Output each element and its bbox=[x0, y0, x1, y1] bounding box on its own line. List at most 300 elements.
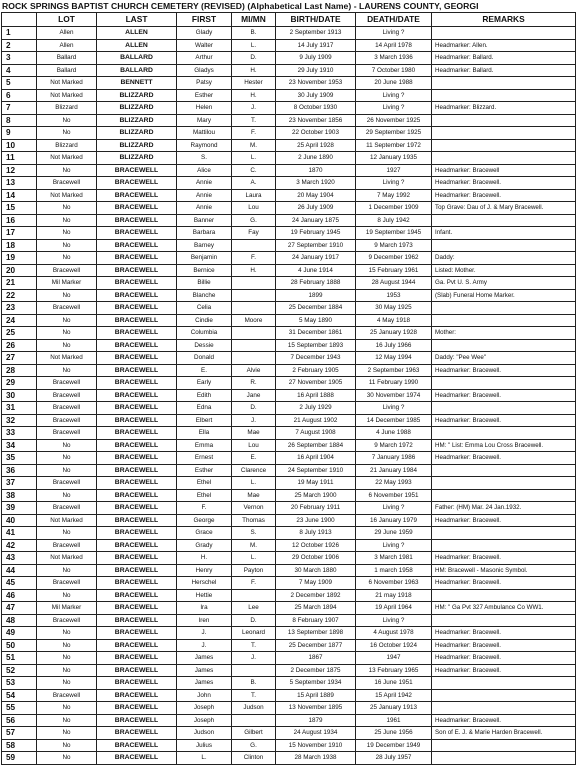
lot-cell: No bbox=[37, 327, 97, 340]
middle-name-cell: J. bbox=[232, 102, 276, 115]
first-name-cell: Ethel bbox=[177, 477, 232, 490]
row-number: 32 bbox=[2, 414, 37, 427]
last-name-cell: BLIZZARD bbox=[97, 102, 177, 115]
table-row bbox=[2, 452, 576, 465]
middle-name-cell: Payton bbox=[232, 564, 276, 577]
document-title: ROCK SPRINGS BAPTIST CHURCH CEMETERY (REVISED) (Alphabetical Last Name) - LAURENS COUNTY, GEORGI bbox=[2, 1, 479, 11]
middle-name-cell bbox=[232, 714, 276, 727]
first-name-cell: Blanche bbox=[177, 289, 232, 302]
death-date-cell: 25 January 1928 bbox=[356, 327, 432, 340]
middle-name-cell bbox=[232, 289, 276, 302]
middle-name-cell: B. bbox=[232, 27, 276, 40]
first-name-cell: Ella bbox=[177, 427, 232, 440]
first-name-cell: Grady bbox=[177, 539, 232, 552]
table-row bbox=[2, 389, 576, 402]
last-name-cell: BLIZZARD bbox=[97, 114, 177, 127]
row-number: 35 bbox=[2, 452, 37, 465]
table-row bbox=[2, 439, 576, 452]
table-row bbox=[2, 114, 576, 127]
remarks-cell bbox=[432, 614, 576, 627]
death-date-cell: Living ? bbox=[356, 89, 432, 102]
first-name-cell: Columbia bbox=[177, 327, 232, 340]
death-date-cell: 21 January 1984 bbox=[356, 464, 432, 477]
middle-name-cell: D. bbox=[232, 52, 276, 65]
remarks-cell bbox=[432, 489, 576, 502]
first-name-cell: L. bbox=[177, 752, 232, 765]
table-row bbox=[2, 264, 576, 277]
birth-date-cell: 29 July 1910 bbox=[276, 64, 356, 77]
birth-date-cell: 22 October 1903 bbox=[276, 127, 356, 140]
birth-date-cell: 2 June 1890 bbox=[276, 152, 356, 165]
death-date-cell: 16 January 1979 bbox=[356, 514, 432, 527]
death-date-cell: 4 August 1978 bbox=[356, 627, 432, 640]
table-row bbox=[2, 89, 576, 102]
remarks-cell bbox=[432, 527, 576, 540]
lot-cell: Mil Marker bbox=[37, 277, 97, 290]
death-date-cell: 28 August 1944 bbox=[356, 277, 432, 290]
remarks-cell: Top Grave: Dau of J. & Mary Bracewell. bbox=[432, 202, 576, 215]
row-number: 30 bbox=[2, 389, 37, 402]
first-name-cell: Arthur bbox=[177, 52, 232, 65]
last-name-cell: ALLEN bbox=[97, 27, 177, 40]
row-number: 47 bbox=[2, 602, 37, 615]
middle-name-cell: H. bbox=[232, 264, 276, 277]
death-date-cell: 6 November 1963 bbox=[356, 577, 432, 590]
remarks-cell bbox=[432, 302, 576, 315]
lot-cell: No bbox=[37, 164, 97, 177]
death-date-cell: 16 July 1966 bbox=[356, 339, 432, 352]
remarks-cell bbox=[432, 89, 576, 102]
first-name-cell: Walter bbox=[177, 39, 232, 52]
last-name-cell: BRACEWELL bbox=[97, 452, 177, 465]
death-date-cell: 30 May 1925 bbox=[356, 302, 432, 315]
birth-date-cell: 1870 bbox=[276, 164, 356, 177]
death-date-cell: 3 March 1981 bbox=[356, 552, 432, 565]
row-number: 7 bbox=[2, 102, 37, 115]
lot-cell: No bbox=[37, 652, 97, 665]
remarks-cell bbox=[432, 139, 576, 152]
first-name-cell: Dessie bbox=[177, 339, 232, 352]
death-date-cell: 19 September 1945 bbox=[356, 227, 432, 240]
remarks-cell bbox=[432, 214, 576, 227]
middle-name-cell: Lou bbox=[232, 439, 276, 452]
birth-date-cell: 23 November 1856 bbox=[276, 114, 356, 127]
lot-cell: Mil Marker bbox=[37, 602, 97, 615]
death-date-cell: 7 May 1992 bbox=[356, 189, 432, 202]
last-name-cell: BRACEWELL bbox=[97, 627, 177, 640]
birth-date-cell: 2 February 1905 bbox=[276, 364, 356, 377]
table-row bbox=[2, 427, 576, 440]
last-name-cell: BRACEWELL bbox=[97, 264, 177, 277]
first-name-cell: Julius bbox=[177, 739, 232, 752]
row-number: 13 bbox=[2, 177, 37, 190]
birth-date-cell: 1899 bbox=[276, 289, 356, 302]
birth-date-cell: 7 May 1909 bbox=[276, 577, 356, 590]
lot-cell: Blizzard bbox=[37, 102, 97, 115]
remarks-cell: Headmarker: Bracewell. bbox=[432, 364, 576, 377]
last-name-cell: BRACEWELL bbox=[97, 652, 177, 665]
lot-cell: No bbox=[37, 527, 97, 540]
middle-name-cell: Hester bbox=[232, 77, 276, 90]
death-date-cell: 9 March 1972 bbox=[356, 439, 432, 452]
birth-date-cell: 8 February 1907 bbox=[276, 614, 356, 627]
table-row bbox=[2, 664, 576, 677]
table-row bbox=[2, 414, 576, 427]
middle-name-cell: Thomas bbox=[232, 514, 276, 527]
death-date-cell: 11 February 1990 bbox=[356, 377, 432, 390]
first-name-cell: Henry bbox=[177, 564, 232, 577]
last-name-cell: BRACEWELL bbox=[97, 639, 177, 652]
birth-date-cell: 13 September 1898 bbox=[276, 627, 356, 640]
birth-date-cell: 2 July 1929 bbox=[276, 402, 356, 415]
remarks-cell: Ga. Pvt U. S. Army bbox=[432, 277, 576, 290]
death-date-cell: 11 September 1972 bbox=[356, 139, 432, 152]
first-name-cell: Glady bbox=[177, 27, 232, 40]
lot-cell: Bracewell bbox=[37, 402, 97, 415]
table-row bbox=[2, 302, 576, 315]
first-name-cell: Billie bbox=[177, 277, 232, 290]
last-name-cell: BALLARD bbox=[97, 64, 177, 77]
death-date-cell: Living ? bbox=[356, 402, 432, 415]
middle-name-cell: F. bbox=[232, 127, 276, 140]
middle-name-cell: G. bbox=[232, 739, 276, 752]
last-name-cell: BRACEWELL bbox=[97, 327, 177, 340]
middle-name-cell: Judson bbox=[232, 702, 276, 715]
first-name-cell: John bbox=[177, 689, 232, 702]
birth-date-cell: 1867 bbox=[276, 652, 356, 665]
last-name-cell: BRACEWELL bbox=[97, 614, 177, 627]
remarks-cell: Infant. bbox=[432, 227, 576, 240]
row-number: 3 bbox=[2, 52, 37, 65]
death-date-cell: Living ? bbox=[356, 102, 432, 115]
last-name-cell: BRACEWELL bbox=[97, 514, 177, 527]
table-row bbox=[2, 402, 576, 415]
row-number: 51 bbox=[2, 652, 37, 665]
birth-date-cell: 25 December 1884 bbox=[276, 302, 356, 315]
lot-cell: Bracewell bbox=[37, 427, 97, 440]
birth-date-cell: 31 December 1861 bbox=[276, 327, 356, 340]
header-index bbox=[2, 13, 37, 27]
death-date-cell: Living ? bbox=[356, 502, 432, 515]
middle-name-cell: Laura bbox=[232, 189, 276, 202]
remarks-cell: Headmarker: Bracewell. bbox=[432, 389, 576, 402]
first-name-cell: Celia bbox=[177, 302, 232, 315]
remarks-cell bbox=[432, 127, 576, 140]
last-name-cell: BRACEWELL bbox=[97, 477, 177, 490]
middle-name-cell bbox=[232, 352, 276, 365]
last-name-cell: BRACEWELL bbox=[97, 489, 177, 502]
table-row bbox=[2, 602, 576, 615]
birth-date-cell: 25 December 1877 bbox=[276, 639, 356, 652]
birth-date-cell: 8 July 1913 bbox=[276, 527, 356, 540]
lot-cell: Bracewell bbox=[37, 477, 97, 490]
middle-name-cell bbox=[232, 339, 276, 352]
last-name-cell: BLIZZARD bbox=[97, 127, 177, 140]
lot-cell: No bbox=[37, 702, 97, 715]
birth-date-cell: 19 May 1911 bbox=[276, 477, 356, 490]
middle-name-cell: Jane bbox=[232, 389, 276, 402]
remarks-cell: Headmarker: Bracewell. bbox=[432, 639, 576, 652]
row-number: 9 bbox=[2, 127, 37, 140]
death-date-cell: 9 March 1973 bbox=[356, 239, 432, 252]
remarks-cell: Headmarker: Bracewell. bbox=[432, 577, 576, 590]
death-date-cell: 25 January 1913 bbox=[356, 702, 432, 715]
birth-date-cell: 5 September 1934 bbox=[276, 677, 356, 690]
header-death: DEATH/DATE bbox=[356, 13, 432, 27]
row-number: 38 bbox=[2, 489, 37, 502]
lot-cell: No bbox=[37, 677, 97, 690]
lot-cell: No bbox=[37, 214, 97, 227]
first-name-cell: J. bbox=[177, 639, 232, 652]
last-name-cell: BRACEWELL bbox=[97, 339, 177, 352]
row-number: 28 bbox=[2, 364, 37, 377]
birth-date-cell: 26 September 1884 bbox=[276, 439, 356, 452]
middle-name-cell: G. bbox=[232, 214, 276, 227]
row-number: 45 bbox=[2, 577, 37, 590]
first-name-cell: Hettie bbox=[177, 589, 232, 602]
row-number: 49 bbox=[2, 627, 37, 640]
last-name-cell: BRACEWELL bbox=[97, 277, 177, 290]
birth-date-cell: 3 March 1920 bbox=[276, 177, 356, 190]
first-name-cell: George bbox=[177, 514, 232, 527]
first-name-cell: E. bbox=[177, 364, 232, 377]
lot-cell: No bbox=[37, 339, 97, 352]
remarks-cell: Listed: Mother. bbox=[432, 264, 576, 277]
lot-cell: Bracewell bbox=[37, 177, 97, 190]
middle-name-cell: L. bbox=[232, 152, 276, 165]
remarks-cell bbox=[432, 689, 576, 702]
table-row bbox=[2, 202, 576, 215]
row-number: 4 bbox=[2, 64, 37, 77]
first-name-cell: Joseph bbox=[177, 702, 232, 715]
death-date-cell: 1927 bbox=[356, 164, 432, 177]
first-name-cell: Patsy bbox=[177, 77, 232, 90]
last-name-cell: BRACEWELL bbox=[97, 377, 177, 390]
table-row bbox=[2, 752, 576, 765]
last-name-cell: BRACEWELL bbox=[97, 177, 177, 190]
first-name-cell: Annie bbox=[177, 189, 232, 202]
table-row bbox=[2, 252, 576, 265]
middle-name-cell: Clarence bbox=[232, 464, 276, 477]
row-number: 40 bbox=[2, 514, 37, 527]
first-name-cell: Barney bbox=[177, 239, 232, 252]
row-number: 56 bbox=[2, 714, 37, 727]
first-name-cell: Ira bbox=[177, 602, 232, 615]
death-date-cell: Living ? bbox=[356, 27, 432, 40]
row-number: 10 bbox=[2, 139, 37, 152]
header-birth: BIRTH/DATE bbox=[276, 13, 356, 27]
remarks-cell: (Slab) Funeral Home Marker. bbox=[432, 289, 576, 302]
remarks-cell bbox=[432, 402, 576, 415]
middle-name-cell: J. bbox=[232, 414, 276, 427]
first-name-cell: James bbox=[177, 652, 232, 665]
last-name-cell: BRACEWELL bbox=[97, 552, 177, 565]
death-date-cell: 4 June 1988 bbox=[356, 427, 432, 440]
lot-cell: Allen bbox=[37, 27, 97, 40]
birth-date-cell: 28 February 1888 bbox=[276, 277, 356, 290]
middle-name-cell: S. bbox=[232, 527, 276, 540]
last-name-cell: BRACEWELL bbox=[97, 464, 177, 477]
birth-date-cell: 30 July 1909 bbox=[276, 89, 356, 102]
lot-cell: Bracewell bbox=[37, 577, 97, 590]
lot-cell: No bbox=[37, 252, 97, 265]
remarks-cell: Headmarker: Bracewell. bbox=[432, 189, 576, 202]
remarks-cell bbox=[432, 464, 576, 477]
first-name-cell: Annie bbox=[177, 202, 232, 215]
remarks-cell: Headmarker: Bracewell. bbox=[432, 714, 576, 727]
last-name-cell: BRACEWELL bbox=[97, 577, 177, 590]
remarks-cell: Headmarker: Blizzard. bbox=[432, 102, 576, 115]
row-number: 8 bbox=[2, 114, 37, 127]
birth-date-cell: 27 November 1905 bbox=[276, 377, 356, 390]
lot-cell: No bbox=[37, 639, 97, 652]
last-name-cell: BENNETT bbox=[97, 77, 177, 90]
lot-cell: No bbox=[37, 202, 97, 215]
first-name-cell: Ernest bbox=[177, 452, 232, 465]
lot-cell: Bracewell bbox=[37, 689, 97, 702]
birth-date-cell: 16 April 1888 bbox=[276, 389, 356, 402]
table-row bbox=[2, 527, 576, 540]
lot-cell: No bbox=[37, 627, 97, 640]
remarks-cell bbox=[432, 114, 576, 127]
last-name-cell: BRACEWELL bbox=[97, 227, 177, 240]
lot-cell: Not Marked bbox=[37, 89, 97, 102]
row-number: 26 bbox=[2, 339, 37, 352]
remarks-cell: Headmarker: Bracewell. bbox=[432, 414, 576, 427]
lot-cell: Allen bbox=[37, 39, 97, 52]
first-name-cell: Raymond bbox=[177, 139, 232, 152]
middle-name-cell: L. bbox=[232, 39, 276, 52]
table-row bbox=[2, 339, 576, 352]
table-row bbox=[2, 552, 576, 565]
table-row bbox=[2, 489, 576, 502]
first-name-cell: James bbox=[177, 677, 232, 690]
middle-name-cell: M. bbox=[232, 539, 276, 552]
birth-date-cell: 15 November 1910 bbox=[276, 739, 356, 752]
middle-name-cell: F. bbox=[232, 252, 276, 265]
row-number: 54 bbox=[2, 689, 37, 702]
first-name-cell: Esther bbox=[177, 89, 232, 102]
death-date-cell: 16 June 1951 bbox=[356, 677, 432, 690]
birth-date-cell: 7 August 1908 bbox=[276, 427, 356, 440]
row-number: 59 bbox=[2, 752, 37, 765]
birth-date-cell: 29 October 1906 bbox=[276, 552, 356, 565]
last-name-cell: BRACEWELL bbox=[97, 602, 177, 615]
row-number: 15 bbox=[2, 202, 37, 215]
remarks-cell: HM: " List: Emma Lou Cross Bracewell. bbox=[432, 439, 576, 452]
remarks-cell: Headmarker: Bracewell. bbox=[432, 177, 576, 190]
last-name-cell: BRACEWELL bbox=[97, 527, 177, 540]
first-name-cell: James bbox=[177, 664, 232, 677]
first-name-cell: Gladys bbox=[177, 64, 232, 77]
first-name-cell: Early bbox=[177, 377, 232, 390]
first-name-cell: Alice bbox=[177, 164, 232, 177]
table-row bbox=[2, 277, 576, 290]
last-name-cell: BRACEWELL bbox=[97, 439, 177, 452]
last-name-cell: BLIZZARD bbox=[97, 89, 177, 102]
row-number: 41 bbox=[2, 527, 37, 540]
birth-date-cell: 5 May 1890 bbox=[276, 314, 356, 327]
row-number: 19 bbox=[2, 252, 37, 265]
birth-date-cell: 27 September 1910 bbox=[276, 239, 356, 252]
row-number: 24 bbox=[2, 314, 37, 327]
row-number: 34 bbox=[2, 439, 37, 452]
remarks-cell bbox=[432, 752, 576, 765]
birth-date-cell: 13 November 1895 bbox=[276, 702, 356, 715]
first-name-cell: Benjamin bbox=[177, 252, 232, 265]
middle-name-cell: Lou bbox=[232, 202, 276, 215]
row-number: 25 bbox=[2, 327, 37, 340]
remarks-cell: HM: Bracewell - Masonic Symbol. bbox=[432, 564, 576, 577]
remarks-cell bbox=[432, 677, 576, 690]
table-row bbox=[2, 677, 576, 690]
birth-date-cell: 15 April 1889 bbox=[276, 689, 356, 702]
header-row bbox=[2, 13, 576, 27]
birth-date-cell: 8 October 1930 bbox=[276, 102, 356, 115]
last-name-cell: BRACEWELL bbox=[97, 314, 177, 327]
birth-date-cell: 24 September 1910 bbox=[276, 464, 356, 477]
middle-name-cell: T. bbox=[232, 114, 276, 127]
remarks-cell: Headmarker: Bracewell. bbox=[432, 664, 576, 677]
last-name-cell: BRACEWELL bbox=[97, 727, 177, 740]
birth-date-cell: 23 June 1900 bbox=[276, 514, 356, 527]
last-name-cell: BRACEWELL bbox=[97, 564, 177, 577]
row-number: 20 bbox=[2, 264, 37, 277]
row-number: 22 bbox=[2, 289, 37, 302]
birth-date-cell: 2 December 1875 bbox=[276, 664, 356, 677]
birth-date-cell: 7 December 1943 bbox=[276, 352, 356, 365]
remarks-cell: Daddy: "Pee Wee" bbox=[432, 352, 576, 365]
middle-name-cell: Fay bbox=[232, 227, 276, 240]
death-date-cell: 6 November 1951 bbox=[356, 489, 432, 502]
table-row bbox=[2, 327, 576, 340]
remarks-cell bbox=[432, 702, 576, 715]
table-row bbox=[2, 27, 576, 40]
death-date-cell: 13 February 1965 bbox=[356, 664, 432, 677]
death-date-cell: 19 December 1949 bbox=[356, 739, 432, 752]
table-row bbox=[2, 639, 576, 652]
row-number: 53 bbox=[2, 677, 37, 690]
death-date-cell: 29 September 1925 bbox=[356, 127, 432, 140]
birth-date-cell: 9 July 1909 bbox=[276, 52, 356, 65]
birth-date-cell: 23 November 1953 bbox=[276, 77, 356, 90]
last-name-cell: BRACEWELL bbox=[97, 714, 177, 727]
middle-name-cell: T. bbox=[232, 689, 276, 702]
death-date-cell: 15 February 1961 bbox=[356, 264, 432, 277]
death-date-cell: Living ? bbox=[356, 177, 432, 190]
table-row bbox=[2, 702, 576, 715]
remarks-cell bbox=[432, 27, 576, 40]
middle-name-cell bbox=[232, 327, 276, 340]
lot-cell: Bracewell bbox=[37, 302, 97, 315]
row-number: 21 bbox=[2, 277, 37, 290]
middle-name-cell: B. bbox=[232, 677, 276, 690]
middle-name-cell: T. bbox=[232, 639, 276, 652]
last-name-cell: BRACEWELL bbox=[97, 414, 177, 427]
row-number: 46 bbox=[2, 589, 37, 602]
lot-cell: No bbox=[37, 127, 97, 140]
birth-date-cell: 30 March 1880 bbox=[276, 564, 356, 577]
row-number: 33 bbox=[2, 427, 37, 440]
last-name-cell: BALLARD bbox=[97, 52, 177, 65]
row-number: 17 bbox=[2, 227, 37, 240]
lot-cell: Ballard bbox=[37, 52, 97, 65]
remarks-cell bbox=[432, 377, 576, 390]
table-row bbox=[2, 477, 576, 490]
remarks-cell: Headmarker: Allen. bbox=[432, 39, 576, 52]
lot-cell: Bracewell bbox=[37, 614, 97, 627]
death-date-cell: 1 march 1958 bbox=[356, 564, 432, 577]
